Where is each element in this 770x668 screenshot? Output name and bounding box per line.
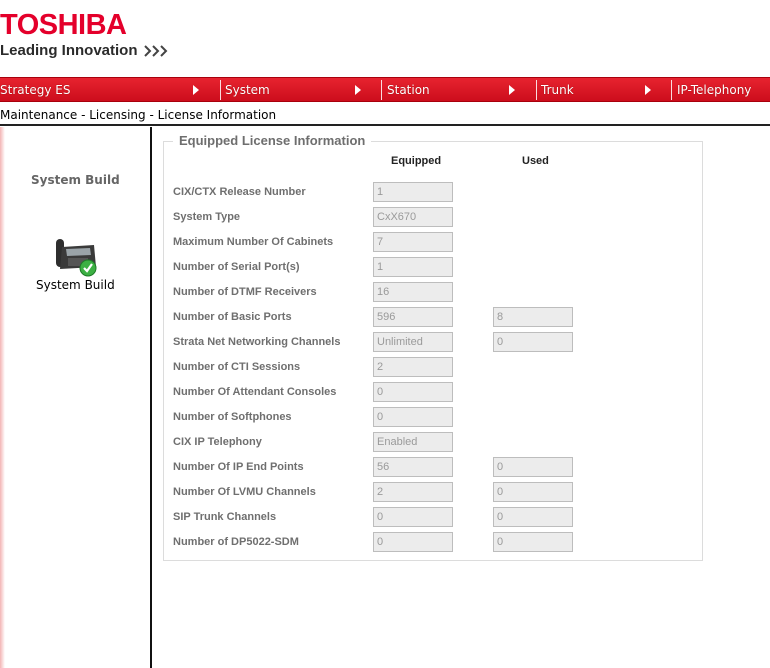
equipped-field[interactable]: Enabled bbox=[373, 432, 453, 452]
nav-divider bbox=[381, 80, 382, 100]
brand-logo: TOSHIBA bbox=[0, 9, 127, 41]
breadcrumb-divider bbox=[0, 124, 770, 126]
license-row-label: Number Of LVMU Channels bbox=[173, 486, 316, 498]
used-field[interactable]: 0 bbox=[493, 332, 573, 352]
used-field[interactable]: 0 bbox=[493, 482, 573, 502]
license-row-label: Strata Net Networking Channels bbox=[173, 336, 341, 348]
phone-check-icon[interactable] bbox=[50, 233, 100, 279]
license-row-label: System Type bbox=[173, 211, 241, 223]
sidebar-edge bbox=[0, 127, 5, 668]
nav-divider bbox=[220, 80, 221, 100]
license-row-label: Number of CTI Sessions bbox=[173, 361, 301, 373]
license-row-label: CIX/CTX Release Number bbox=[173, 186, 306, 198]
nav-trunk[interactable] bbox=[541, 80, 661, 100]
equipped-field[interactable]: 2 bbox=[373, 357, 453, 377]
equipped-field[interactable]: 0 bbox=[373, 507, 453, 527]
equipped-field[interactable]: 0 bbox=[373, 407, 453, 427]
nav-strategy-es[interactable] bbox=[0, 80, 215, 100]
used-field[interactable]: 0 bbox=[493, 457, 573, 477]
chevrons-icon bbox=[144, 44, 170, 58]
license-row-label: Number of DP5022-SDM bbox=[173, 536, 299, 548]
nav-label: Strategy ES bbox=[0, 83, 71, 97]
license-row-label: Maximum Number Of Cabinets bbox=[173, 236, 334, 248]
license-row-label: Number Of Attendant Consoles bbox=[173, 386, 337, 398]
nav-system[interactable] bbox=[225, 80, 375, 100]
equipped-field[interactable]: 596 bbox=[373, 307, 453, 327]
license-row-label: Number of Serial Port(s) bbox=[173, 261, 300, 273]
license-row-label: Number of DTMF Receivers bbox=[173, 286, 317, 298]
sidebar-title: System Build bbox=[31, 173, 120, 187]
equipped-field[interactable]: 0 bbox=[373, 382, 453, 402]
equipped-field[interactable]: 16 bbox=[373, 282, 453, 302]
nav-arrow-icon bbox=[355, 85, 361, 95]
license-row-label: SIP Trunk Channels bbox=[173, 511, 277, 523]
sidebar bbox=[0, 127, 152, 668]
nav-label: IP-Telephony bbox=[677, 83, 752, 97]
nav-arrow-icon bbox=[509, 85, 515, 95]
column-header-equipped: Equipped bbox=[391, 155, 442, 167]
equipped-field[interactable]: 1 bbox=[373, 182, 453, 202]
tagline-text: Leading Innovation bbox=[0, 42, 138, 59]
equipped-field[interactable]: CxX670 bbox=[373, 207, 453, 227]
main-nav bbox=[0, 77, 770, 102]
used-field[interactable]: 8 bbox=[493, 307, 573, 327]
breadcrumb: Maintenance - Licensing - License Information bbox=[0, 108, 277, 122]
brand-tagline bbox=[0, 42, 170, 60]
nav-arrow-icon bbox=[193, 85, 199, 95]
license-row-label: Number of Softphones bbox=[173, 411, 292, 423]
used-field[interactable]: 0 bbox=[493, 507, 573, 527]
nav-divider bbox=[536, 80, 537, 100]
equipped-field[interactable]: 0 bbox=[373, 532, 453, 552]
nav-label: Station bbox=[387, 83, 430, 97]
equipped-field[interactable]: Unlimited bbox=[373, 332, 453, 352]
nav-label: System bbox=[225, 83, 270, 97]
nav-label: Trunk bbox=[541, 83, 574, 97]
nav-arrow-icon bbox=[645, 85, 651, 95]
license-row-label: Number Of IP End Points bbox=[173, 461, 304, 473]
equipped-field[interactable]: 7 bbox=[373, 232, 453, 252]
nav-station[interactable] bbox=[387, 80, 527, 100]
equipped-field[interactable]: 56 bbox=[373, 457, 453, 477]
license-row-label: Number of Basic Ports bbox=[173, 311, 292, 323]
license-row-label: CIX IP Telephony bbox=[173, 436, 262, 448]
nav-ip-telephony[interactable] bbox=[677, 80, 770, 100]
column-header-used: Used bbox=[522, 155, 549, 167]
sidebar-item-system-build[interactable]: System Build bbox=[36, 278, 115, 292]
equipped-field[interactable]: 2 bbox=[373, 482, 453, 502]
used-field[interactable]: 0 bbox=[493, 532, 573, 552]
panel-legend: Equipped License Information bbox=[173, 133, 371, 148]
nav-divider bbox=[671, 80, 672, 100]
equipped-field[interactable]: 1 bbox=[373, 257, 453, 277]
